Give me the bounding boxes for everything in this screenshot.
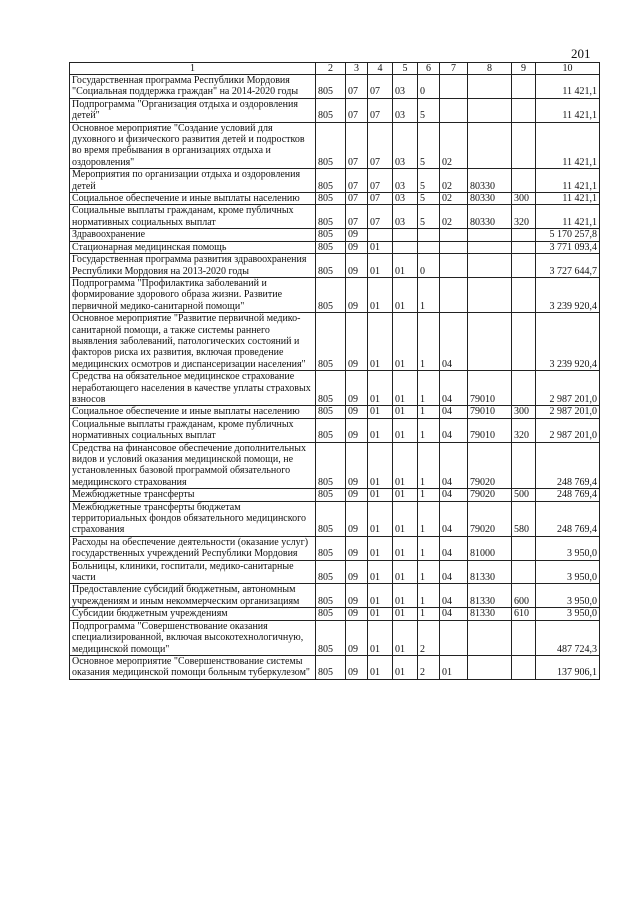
code-cell: 805 xyxy=(316,313,346,371)
code-cell: 04 xyxy=(440,608,468,620)
code-cell: 1 xyxy=(418,277,440,312)
code-cell: 580 xyxy=(512,501,536,536)
code-cell: 1 xyxy=(418,501,440,536)
code-cell: 805 xyxy=(316,501,346,536)
table-row xyxy=(70,620,600,655)
code-cell xyxy=(512,620,536,655)
code-cell: 5 xyxy=(418,193,440,205)
code-cell: 805 xyxy=(316,75,346,99)
amount-cell: 248 769,4 xyxy=(536,489,600,501)
code-cell: 03 xyxy=(393,169,418,193)
code-cell: 09 xyxy=(346,254,368,278)
code-cell: 07 xyxy=(368,205,393,229)
code-cell xyxy=(468,313,512,371)
code-cell: 04 xyxy=(440,418,468,442)
amount-cell: 137 906,1 xyxy=(536,655,600,679)
code-cell: 1 xyxy=(418,442,440,489)
code-cell: 0 xyxy=(418,254,440,278)
code-cell: 805 xyxy=(316,205,346,229)
code-cell: 805 xyxy=(316,418,346,442)
code-cell: 03 xyxy=(393,98,418,122)
amount-cell: 3 950,0 xyxy=(536,584,600,608)
code-cell: 09 xyxy=(346,241,368,253)
code-cell: 79020 xyxy=(468,501,512,536)
code-cell: 09 xyxy=(346,608,368,620)
row-name-cell: Межбюджетные трансферты бюджетам территориальных фондов обязательного медицинского страхования xyxy=(70,501,316,536)
code-cell: 0 xyxy=(418,75,440,99)
code-cell xyxy=(440,98,468,122)
code-cell: 07 xyxy=(346,98,368,122)
code-cell: 07 xyxy=(346,193,368,205)
code-cell xyxy=(368,229,393,241)
code-cell: 07 xyxy=(368,169,393,193)
code-cell: 01 xyxy=(368,371,393,406)
code-cell: 81330 xyxy=(468,608,512,620)
row-name-cell: Государственная программа развития здравоохранения Республики Мордовия на 2013-2020 годы xyxy=(70,254,316,278)
code-cell xyxy=(512,560,536,584)
code-cell xyxy=(418,229,440,241)
code-cell: 805 xyxy=(316,584,346,608)
code-cell: 1 xyxy=(418,313,440,371)
row-name-cell: Основное мероприятие "Создание условий для духовного и физического развития детей и подростков во время пребывания в организациях отдыха и оздоровления" xyxy=(70,122,316,169)
header-cell: 1 xyxy=(70,63,316,75)
code-cell xyxy=(440,241,468,253)
header-cell: 4 xyxy=(368,63,393,75)
code-cell: 1 xyxy=(418,536,440,560)
row-name-cell: Средства на обязательное медицинское страхование неработающего населения в качестве уплаты страховых взносов xyxy=(70,371,316,406)
budget-table xyxy=(69,62,600,680)
code-cell xyxy=(512,229,536,241)
code-cell xyxy=(468,655,512,679)
code-cell xyxy=(512,122,536,169)
code-cell: 5 xyxy=(418,205,440,229)
header-cell: 3 xyxy=(346,63,368,75)
code-cell: 805 xyxy=(316,371,346,406)
code-cell: 01 xyxy=(368,277,393,312)
table-row xyxy=(70,406,600,418)
code-cell: 1 xyxy=(418,584,440,608)
code-cell: 09 xyxy=(346,371,368,406)
code-cell: 07 xyxy=(368,98,393,122)
code-cell: 01 xyxy=(393,313,418,371)
code-cell: 805 xyxy=(316,169,346,193)
table-row xyxy=(70,655,600,679)
code-cell: 07 xyxy=(368,122,393,169)
code-cell: 01 xyxy=(368,418,393,442)
code-cell xyxy=(512,254,536,278)
code-cell: 81000 xyxy=(468,536,512,560)
code-cell: 1 xyxy=(418,560,440,584)
header-cell: 2 xyxy=(316,63,346,75)
code-cell: 01 xyxy=(393,277,418,312)
code-cell: 01 xyxy=(393,608,418,620)
row-name-cell: Подпрограмма "Совершенствование оказания специализированной, включая высокотехнологичную, медицинской помощи" xyxy=(70,620,316,655)
header-cell: 10 xyxy=(536,63,600,75)
code-cell xyxy=(468,98,512,122)
code-cell: 03 xyxy=(393,205,418,229)
table-row xyxy=(70,277,600,312)
code-cell: 09 xyxy=(346,584,368,608)
table-row xyxy=(70,560,600,584)
table-row xyxy=(70,489,600,501)
code-cell: 03 xyxy=(393,193,418,205)
code-cell: 01 xyxy=(393,418,418,442)
row-name-cell: Предоставление субсидий бюджетным, автономным учреждениям и иным некоммерческим организациям xyxy=(70,584,316,608)
code-cell: 09 xyxy=(346,313,368,371)
row-name-cell: Средства на финансовое обеспечение дополнительных видов и условий оказания медицинской помощи, не установленных базовой программой обязательного медицинского страхования xyxy=(70,442,316,489)
code-cell: 1 xyxy=(418,406,440,418)
table-row xyxy=(70,501,600,536)
code-cell: 04 xyxy=(440,584,468,608)
code-cell: 03 xyxy=(393,122,418,169)
table-row xyxy=(70,75,600,99)
table-row xyxy=(70,418,600,442)
code-cell xyxy=(468,254,512,278)
row-name-cell: Подпрограмма "Организация отдыха и оздоровления детей" xyxy=(70,98,316,122)
code-cell: 07 xyxy=(368,193,393,205)
code-cell xyxy=(512,536,536,560)
code-cell xyxy=(468,229,512,241)
code-cell: 79020 xyxy=(468,442,512,489)
code-cell: 01 xyxy=(368,560,393,584)
code-cell: 09 xyxy=(346,442,368,489)
table-row xyxy=(70,608,600,620)
row-name-cell: Субсидии бюджетным учреждениям xyxy=(70,608,316,620)
amount-cell: 11 421,1 xyxy=(536,169,600,193)
code-cell xyxy=(512,277,536,312)
code-cell: 01 xyxy=(368,313,393,371)
code-cell xyxy=(512,371,536,406)
table-row xyxy=(70,241,600,253)
table-body xyxy=(70,75,600,680)
code-cell xyxy=(440,75,468,99)
code-cell: 79020 xyxy=(468,489,512,501)
code-cell xyxy=(512,169,536,193)
amount-cell: 3 727 644,7 xyxy=(536,254,600,278)
header-cell: 9 xyxy=(512,63,536,75)
code-cell: 500 xyxy=(512,489,536,501)
code-cell: 5 xyxy=(418,169,440,193)
row-name-cell: Больницы, клиники, госпитали, медико-санитарные части xyxy=(70,560,316,584)
code-cell xyxy=(468,75,512,99)
amount-cell: 3 771 093,4 xyxy=(536,241,600,253)
code-cell: 04 xyxy=(440,560,468,584)
code-cell: 03 xyxy=(393,75,418,99)
row-name-cell: Межбюджетные трансферты xyxy=(70,489,316,501)
code-cell: 01 xyxy=(368,608,393,620)
code-cell: 80330 xyxy=(468,205,512,229)
code-cell: 01 xyxy=(393,655,418,679)
code-cell: 04 xyxy=(440,536,468,560)
code-cell: 805 xyxy=(316,442,346,489)
code-cell: 81330 xyxy=(468,584,512,608)
code-cell: 04 xyxy=(440,313,468,371)
code-cell: 805 xyxy=(316,620,346,655)
code-cell: 01 xyxy=(368,254,393,278)
table-row xyxy=(70,442,600,489)
table-row xyxy=(70,371,600,406)
code-cell xyxy=(512,442,536,489)
row-name-cell: Социальное обеспечение и иные выплаты населению xyxy=(70,406,316,418)
code-cell: 01 xyxy=(393,584,418,608)
code-cell: 09 xyxy=(346,277,368,312)
row-name-cell: Здравоохранение xyxy=(70,229,316,241)
amount-cell: 11 421,1 xyxy=(536,98,600,122)
code-cell xyxy=(512,241,536,253)
code-cell: 1 xyxy=(418,489,440,501)
code-cell: 805 xyxy=(316,406,346,418)
row-name-cell: Подпрограмма "Профилактика заболеваний и формирование здорового образа жизни. Развитие первичной медико-санитарной помощи" xyxy=(70,277,316,312)
code-cell: 320 xyxy=(512,205,536,229)
header-cell: 8 xyxy=(468,63,512,75)
code-cell: 02 xyxy=(440,205,468,229)
code-cell: 2 xyxy=(418,620,440,655)
code-cell: 1 xyxy=(418,418,440,442)
amount-cell: 3 950,0 xyxy=(536,560,600,584)
code-cell xyxy=(468,620,512,655)
code-cell: 805 xyxy=(316,489,346,501)
row-name-cell: Стационарная медицинская помощь xyxy=(70,241,316,253)
code-cell: 600 xyxy=(512,584,536,608)
code-cell: 01 xyxy=(440,655,468,679)
table-row xyxy=(70,584,600,608)
code-cell: 5 xyxy=(418,122,440,169)
code-cell xyxy=(468,122,512,169)
header-cell: 5 xyxy=(393,63,418,75)
code-cell: 79010 xyxy=(468,406,512,418)
amount-cell: 3 239 920,4 xyxy=(536,277,600,312)
code-cell: 805 xyxy=(316,560,346,584)
code-cell: 01 xyxy=(393,489,418,501)
row-name-cell: Мероприятия по организации отдыха и оздоровления детей xyxy=(70,169,316,193)
amount-cell: 11 421,1 xyxy=(536,193,600,205)
code-cell: 300 xyxy=(512,193,536,205)
code-cell: 07 xyxy=(346,122,368,169)
code-cell: 01 xyxy=(393,501,418,536)
code-cell: 09 xyxy=(346,560,368,584)
code-cell: 04 xyxy=(440,489,468,501)
row-name-cell: Государственная программа Республики Мордовия "Социальная поддержка граждан" на 2014-2020 годы xyxy=(70,75,316,99)
amount-cell: 11 421,1 xyxy=(536,122,600,169)
code-cell: 805 xyxy=(316,98,346,122)
code-cell xyxy=(440,254,468,278)
amount-cell: 2 987 201,0 xyxy=(536,406,600,418)
code-cell: 01 xyxy=(393,371,418,406)
amount-cell: 3 950,0 xyxy=(536,536,600,560)
code-cell: 01 xyxy=(393,560,418,584)
code-cell xyxy=(512,313,536,371)
code-cell: 01 xyxy=(393,406,418,418)
code-cell: 09 xyxy=(346,418,368,442)
code-cell: 09 xyxy=(346,489,368,501)
code-cell: 04 xyxy=(440,406,468,418)
code-cell: 805 xyxy=(316,254,346,278)
code-cell xyxy=(512,98,536,122)
table-row xyxy=(70,169,600,193)
row-name-cell: Основное мероприятие "Совершенствование системы оказания медицинской помощи больным туберкулезом" xyxy=(70,655,316,679)
code-cell: 01 xyxy=(393,620,418,655)
code-cell: 320 xyxy=(512,418,536,442)
code-cell: 805 xyxy=(316,229,346,241)
code-cell: 04 xyxy=(440,371,468,406)
code-cell: 09 xyxy=(346,229,368,241)
code-cell: 79010 xyxy=(468,371,512,406)
code-cell: 01 xyxy=(368,501,393,536)
code-cell xyxy=(512,655,536,679)
code-cell xyxy=(440,277,468,312)
amount-cell: 11 421,1 xyxy=(536,205,600,229)
amount-cell: 248 769,4 xyxy=(536,501,600,536)
code-cell: 02 xyxy=(440,169,468,193)
code-cell: 01 xyxy=(393,536,418,560)
code-cell: 07 xyxy=(346,75,368,99)
table-row xyxy=(70,254,600,278)
code-cell: 09 xyxy=(346,620,368,655)
code-cell: 81330 xyxy=(468,560,512,584)
code-cell: 805 xyxy=(316,655,346,679)
code-cell: 300 xyxy=(512,406,536,418)
code-cell xyxy=(512,75,536,99)
code-cell: 79010 xyxy=(468,418,512,442)
code-cell: 07 xyxy=(346,205,368,229)
code-cell: 805 xyxy=(316,277,346,312)
code-cell xyxy=(393,229,418,241)
code-cell: 2 xyxy=(418,655,440,679)
amount-cell: 11 421,1 xyxy=(536,75,600,99)
code-cell: 01 xyxy=(393,254,418,278)
code-cell: 09 xyxy=(346,501,368,536)
code-cell: 1 xyxy=(418,608,440,620)
code-cell: 01 xyxy=(393,442,418,489)
code-cell: 09 xyxy=(346,536,368,560)
code-cell: 07 xyxy=(368,75,393,99)
amount-cell: 2 987 201,0 xyxy=(536,418,600,442)
code-cell xyxy=(468,277,512,312)
code-cell: 01 xyxy=(368,241,393,253)
code-cell xyxy=(468,241,512,253)
row-name-cell: Социальные выплаты гражданам, кроме публичных нормативных социальных выплат xyxy=(70,418,316,442)
code-cell: 80330 xyxy=(468,169,512,193)
row-name-cell: Основное мероприятие "Развитие первичной медико-санитарной помощи, а также системы раннего выявления заболеваний, патологических состояний и факторов риска их развития, включая проведение медицинских осмотров и диспансеризации населения" xyxy=(70,313,316,371)
code-cell: 01 xyxy=(368,584,393,608)
code-cell xyxy=(393,241,418,253)
table-row xyxy=(70,122,600,169)
header-cell: 7 xyxy=(440,63,468,75)
code-cell: 02 xyxy=(440,193,468,205)
amount-cell: 2 987 201,0 xyxy=(536,371,600,406)
code-cell: 01 xyxy=(368,489,393,501)
header-cell: 6 xyxy=(418,63,440,75)
code-cell: 01 xyxy=(368,442,393,489)
amount-cell: 3 239 920,4 xyxy=(536,313,600,371)
code-cell: 09 xyxy=(346,655,368,679)
code-cell: 01 xyxy=(368,655,393,679)
row-name-cell: Социальные выплаты гражданам, кроме публичных нормативных социальных выплат xyxy=(70,205,316,229)
code-cell: 805 xyxy=(316,608,346,620)
code-cell: 01 xyxy=(368,536,393,560)
amount-cell: 248 769,4 xyxy=(536,442,600,489)
table-row xyxy=(70,229,600,241)
code-cell: 07 xyxy=(346,169,368,193)
code-cell: 1 xyxy=(418,371,440,406)
code-cell: 805 xyxy=(316,122,346,169)
amount-cell: 487 724,3 xyxy=(536,620,600,655)
header-row xyxy=(70,63,600,75)
code-cell: 805 xyxy=(316,241,346,253)
code-cell xyxy=(440,620,468,655)
amount-cell: 3 950,0 xyxy=(536,608,600,620)
code-cell: 5 xyxy=(418,98,440,122)
code-cell: 805 xyxy=(316,193,346,205)
table-row xyxy=(70,98,600,122)
table-row xyxy=(70,536,600,560)
page-number: 201 xyxy=(571,46,591,61)
row-name-cell: Расходы на обеспечение деятельности (оказание услуг) государственных учреждений Республики Мордовия xyxy=(70,536,316,560)
table-row xyxy=(70,193,600,205)
code-cell xyxy=(418,241,440,253)
code-cell: 610 xyxy=(512,608,536,620)
code-cell: 02 xyxy=(440,122,468,169)
code-cell: 04 xyxy=(440,501,468,536)
table-row xyxy=(70,313,600,371)
table-row xyxy=(70,205,600,229)
code-cell: 80330 xyxy=(468,193,512,205)
code-cell: 09 xyxy=(346,406,368,418)
amount-cell: 5 170 257,8 xyxy=(536,229,600,241)
code-cell: 805 xyxy=(316,536,346,560)
code-cell xyxy=(440,229,468,241)
code-cell: 01 xyxy=(368,406,393,418)
row-name-cell: Социальное обеспечение и иные выплаты населению xyxy=(70,193,316,205)
code-cell: 04 xyxy=(440,442,468,489)
code-cell: 01 xyxy=(368,620,393,655)
